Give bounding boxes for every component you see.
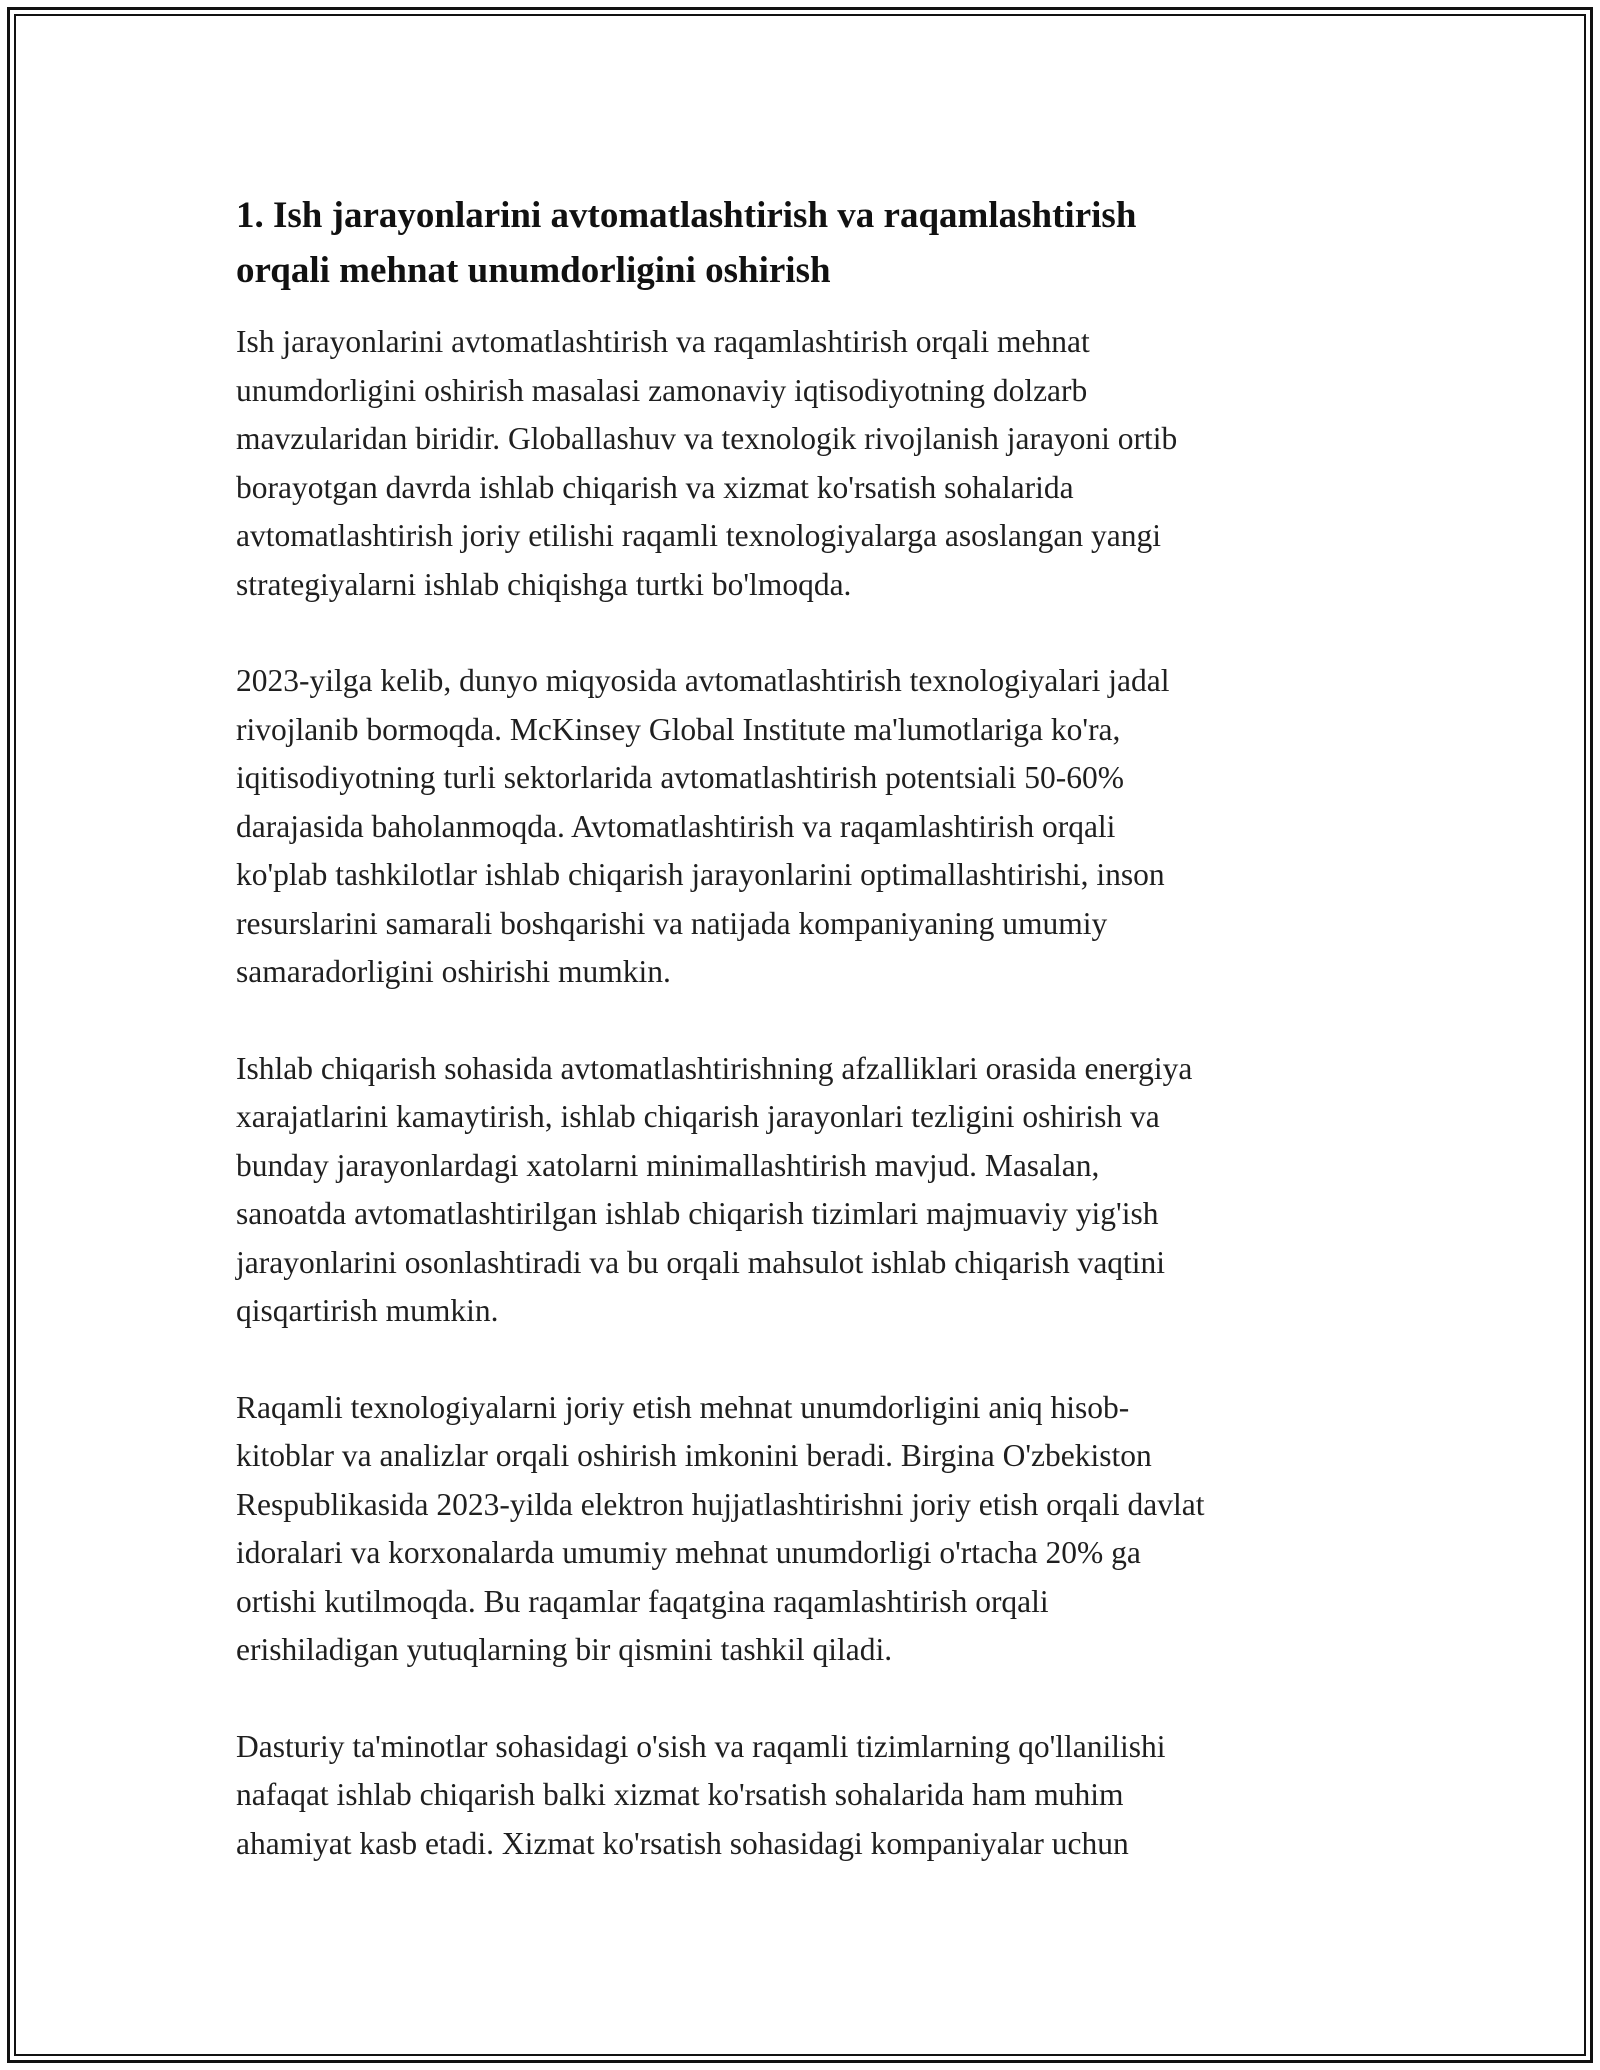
- text-line: strategiyalarni ishlab chiqishga turtki bo'lmoqda.: [236, 566, 852, 602]
- text-line: darajasida baholanmoqda. Avtomatlashtirish va raqamlashtirish orqali: [236, 808, 1116, 844]
- section-heading-line: orqali mehnat unumdorligini oshirish: [236, 250, 831, 291]
- text-line: samaradorligini oshirishi mumkin.: [236, 954, 671, 989]
- text-line: 2023-yilga kelib, dunyo miqyosida avtomatlashtirish texnologiyalari jadal: [236, 663, 1170, 698]
- text-line: nafaqat ishlab chiqarish balki xizmat ko'rsatish sohalarida ham muhim: [236, 1777, 1124, 1812]
- text-line: bunday jarayonlardagi xatolarni minimallashtirish mavjud. Masalan,: [236, 1147, 1100, 1183]
- text-line: resurslarini samarali boshqarishi va natijada kompaniyaning umumiy: [236, 905, 1108, 941]
- text-line: unumdorligini oshirish masalasi zamonaviy iqtisodiyotning dolzarb: [236, 372, 1088, 408]
- text-line: ortishi kutilmoqda. Bu raqamlar faqatgina raqamlashtirish orqali: [236, 1583, 1049, 1619]
- text-line: erishiladigan yutuqlarning bir qismini tashkil qiladi.: [236, 1632, 893, 1667]
- text-line: sanoatda avtomatlashtirilgan ishlab chiqarish tizimlari majmuaviy yig'ish: [236, 1196, 1159, 1231]
- paragraph-global-trends: [236, 657, 1396, 997]
- text-line: rivojlanib bormoqda. McKinsey Global Institute ma'lumotlariga ko'ra,: [236, 711, 1121, 747]
- text-line: Respublikasida 2023-yilda elektron hujjatlashtirishni joriy etish orqali davlat: [236, 1486, 1205, 1522]
- text-line: xarajatlarini kamaytirish, ishlab chiqarish jarayonlari tezligini oshirish va: [236, 1099, 1160, 1134]
- section-heading: [236, 188, 1396, 298]
- text-line: mavzularidan biridir. Globallashuv va texnologik rivojlanish jarayoni ortib: [236, 421, 1178, 456]
- text-line: ahamiyat kasb etadi. Xizmat ko'rsatish sohasidagi kompaniyalar uchun: [236, 1825, 1129, 1861]
- text-line: Ish jarayonlarini avtomatlashtirish va raqamlashtirish orqali mehnat: [236, 324, 1090, 359]
- section-heading-line: 1. Ish jarayonlarini avtomatlashtirish va raqamlashtirish: [236, 195, 1137, 236]
- paragraph-software: [236, 1723, 1396, 1869]
- text-line: Raqamli texnologiyalarni joriy etish mehnat unumdorligini aniq hisob-: [236, 1389, 1130, 1425]
- text-line: jarayonlarini osonlashtiradi va bu orqali mahsulot ishlab chiqarish vaqtini: [236, 1244, 1166, 1280]
- text-line: iqitisodiyotning turli sektorlarida avtomatlashtirish potentsiali 50-60%: [236, 760, 1124, 795]
- paragraph-manufacturing: [236, 1045, 1396, 1336]
- text-line: ko'plab tashkilotlar ishlab chiqarish jarayonlarini optimallashtirishi, inson: [236, 857, 1165, 892]
- document-body: [236, 188, 1396, 1868]
- text-line: Dasturiy ta'minotlar sohasidagi o'sish va raqamli tizimlarning qo'llanilishi: [236, 1728, 1166, 1764]
- paragraph-digital-tech: [236, 1384, 1396, 1675]
- text-line: Ishlab chiqarish sohasida avtomatlashtirishning afzalliklari orasida energiya: [236, 1050, 1193, 1086]
- text-line: avtomatlashtirish joriy etilishi raqamli texnologiyalarga asoslangan yangi: [236, 518, 1161, 553]
- text-line: borayotgan davrda ishlab chiqarish va xizmat ko'rsatish sohalarida: [236, 469, 1074, 505]
- text-line: idoralari va korxonalarda umumiy mehnat unumdorligi o'rtacha 20% ga: [236, 1535, 1141, 1570]
- paragraph-intro: [236, 318, 1396, 609]
- text-line: qisqartirish mumkin.: [236, 1293, 499, 1328]
- text-line: kitoblar va analizlar orqali oshirish imkonini beradi. Birgina O'zbekiston: [236, 1438, 1152, 1473]
